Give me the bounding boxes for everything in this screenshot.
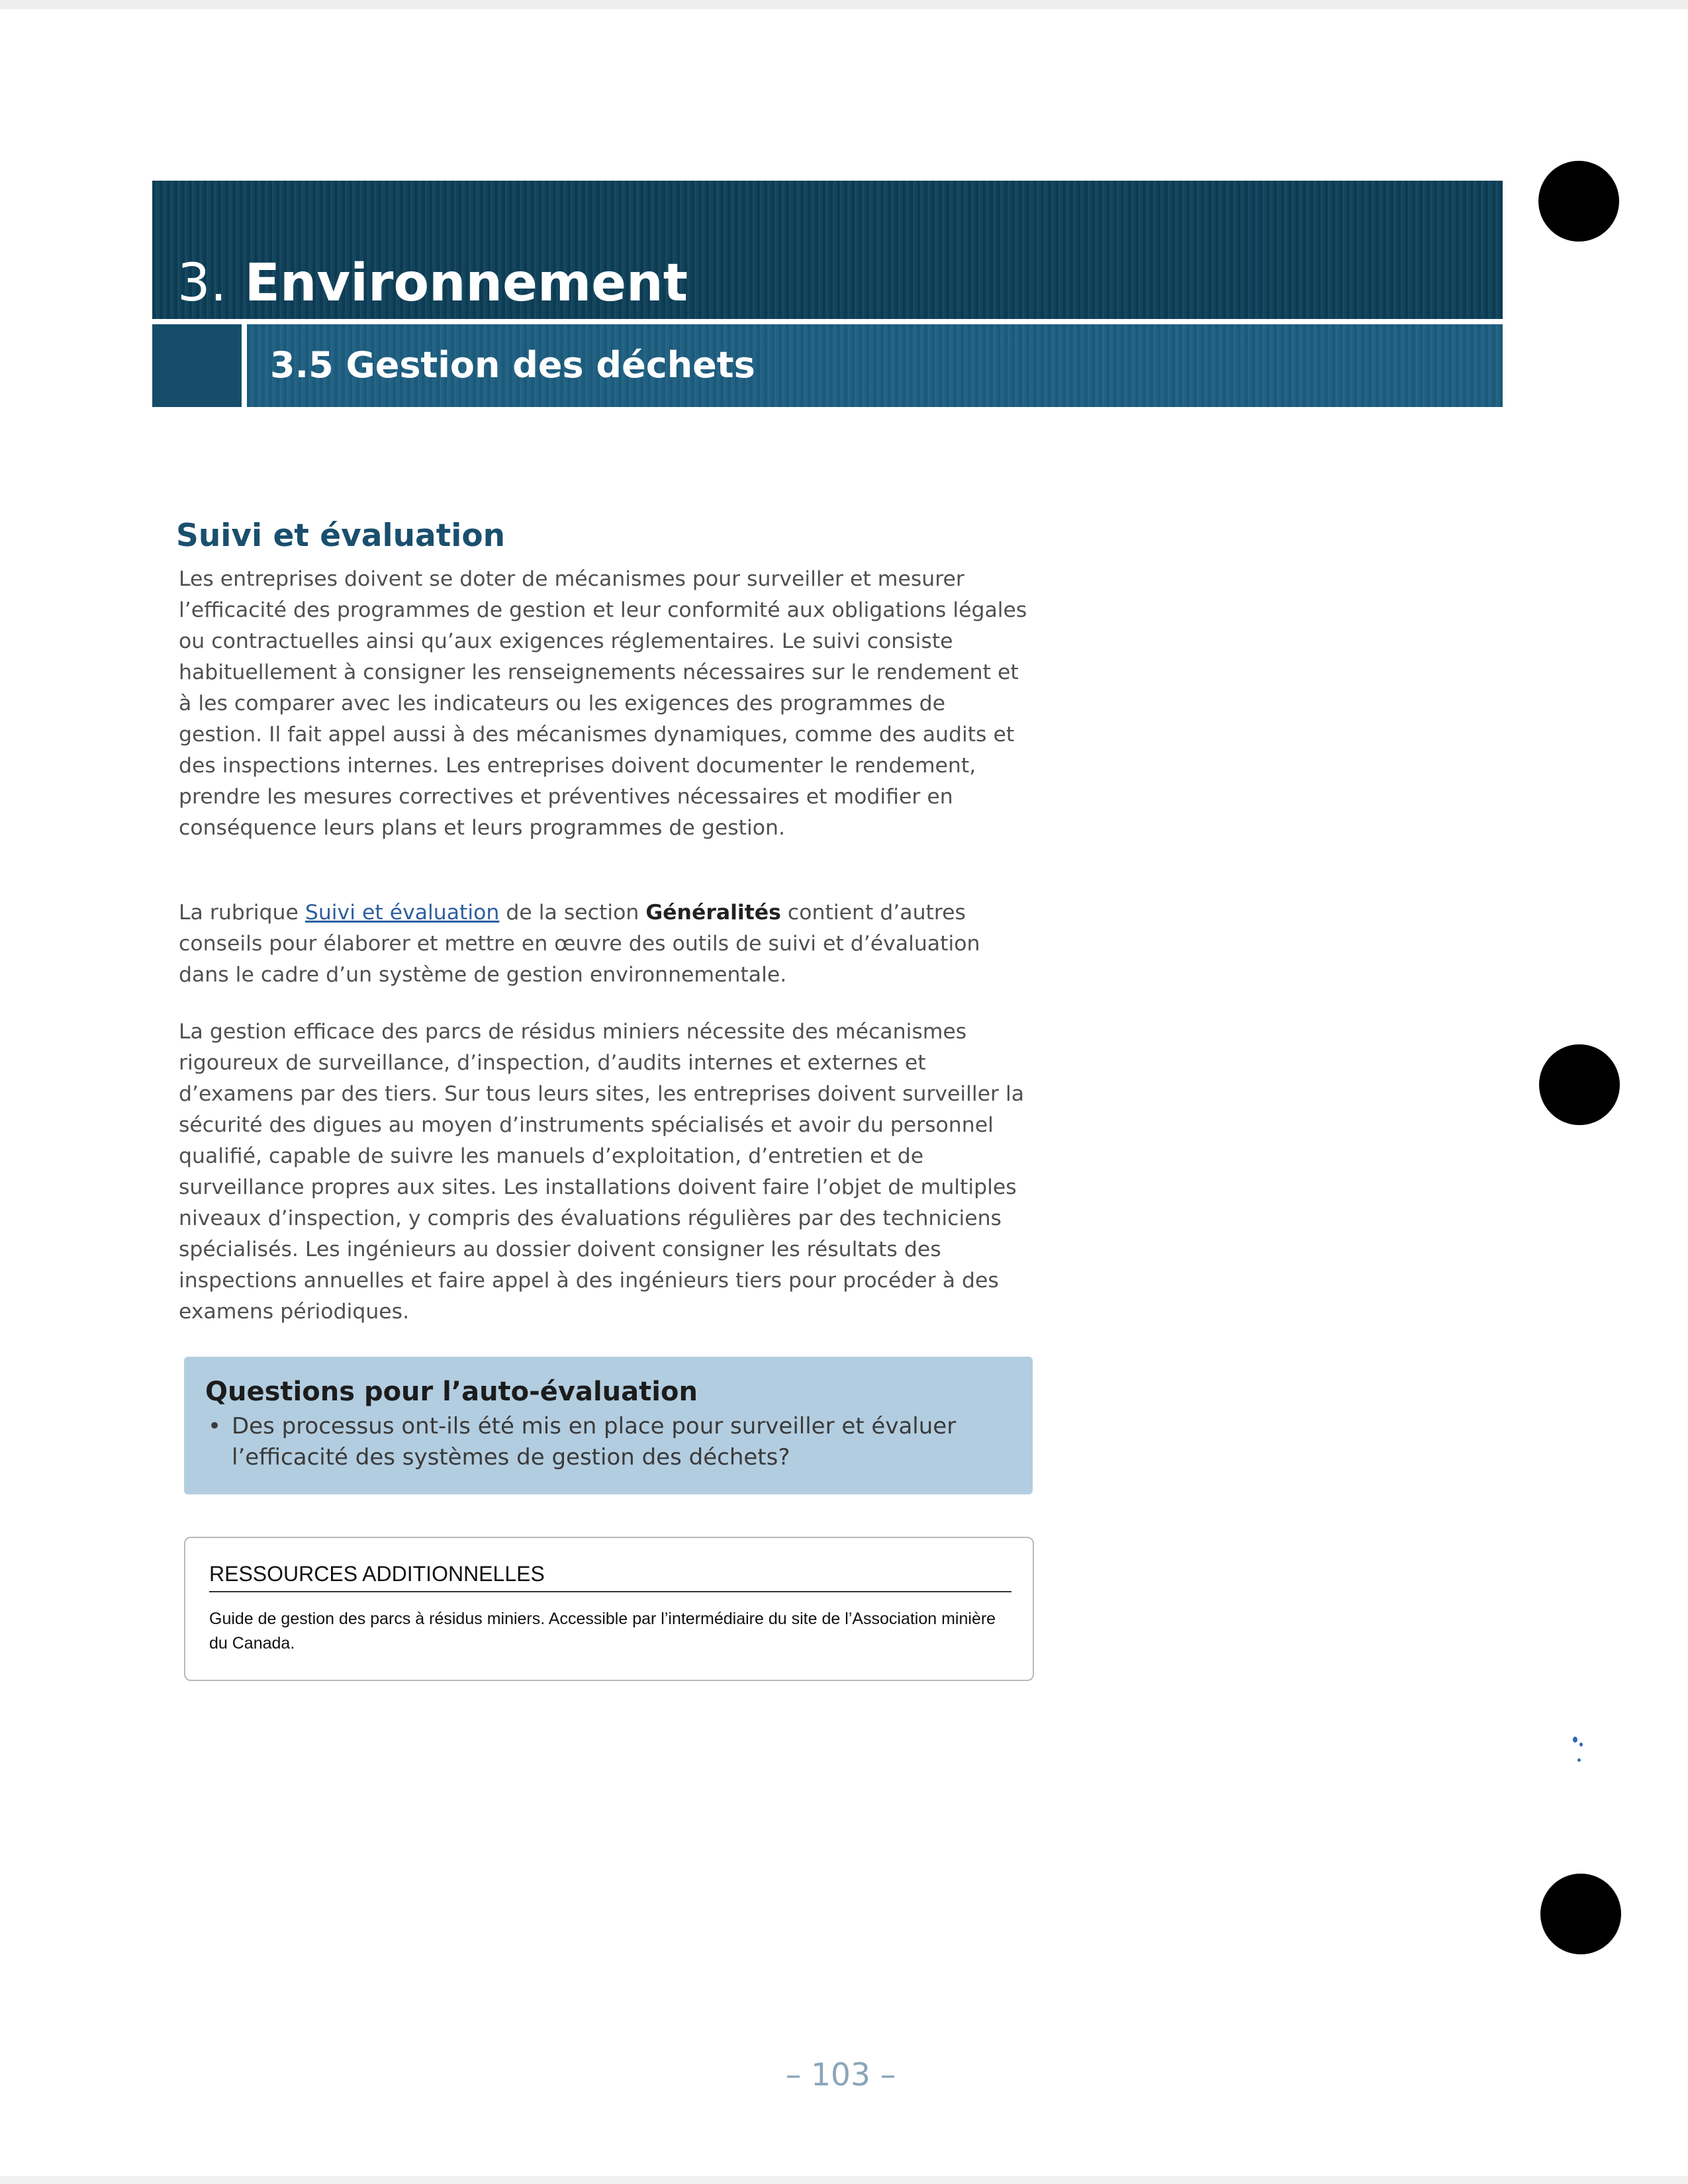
body-paragraph: Les entreprises doivent se doter de mécanismes pour surveiller et mesurer l’efficacité des programmes de gestion et leur conformité aux obligations légales ou contractuelles ainsi qu’aux exigences réglementaires. Le suivi consiste habituellement à consigner les renseignements nécessaires sur le rendement et à les comparer avec les indicateurs ou les exigences des programmes de gestion. Il fait appel aussi à des mécanismes dynamiques, comme des audits et des inspections internes. Les entreprises doivent documenter le rendement, prendre les mesures correctives et préventives nécessaires et modifier en conséquence leurs plans et leurs programmes de gestion. xyxy=(179,567,1027,840)
chapter-title-text: Environnement xyxy=(244,253,688,313)
binder-hole-icon xyxy=(1538,161,1619,242)
binder-hole-icon xyxy=(1539,1044,1620,1125)
section-heading: Suivi et évaluation xyxy=(176,518,506,554)
additional-resources-box xyxy=(184,1537,1034,1681)
generalites-emphasis: Généralités xyxy=(645,901,781,925)
self-assessment-list xyxy=(208,1411,993,1473)
paragraph-text: contient d’autres conseils pour élaborer et mettre en œuvre des outils de suivi et d’évaluation dans le cadre d’un système de gestion environnementale. xyxy=(179,901,980,987)
chapter-number: 3. xyxy=(177,253,227,313)
resources-text: Guide de gestion des parcs à résidus miniers. Accessible par l’intermédiaire du site de l’Association minière du Canada. xyxy=(209,1610,996,1653)
paragraph-text: La rubrique xyxy=(179,901,305,925)
body-paragraph: La gestion efficace des parcs de résidus miniers nécessite des mécanismes rigoureux de surveillance, d’inspection, d’audits internes et externes et d’examens par des tiers. Sur tous leurs sites, les entreprises doivent surveiller la sécurité des digues au moyen d’instruments spécialisés et avoir du personnel qualifié, capable de suivre les manuels d’exploitation, d’entretien et de surveillance propres aux sites. Les installations doivent faire l’objet de multiples niveaux d’inspection, y compris des évaluations régulières par des techniciens spécialisés. Les ingénieurs au dossier doivent consigner les résultats des inspections annuelles et faire appel à des ingénieurs tiers pour procéder à des examens périodiques. xyxy=(179,1020,1025,1324)
chapter-title xyxy=(177,253,688,313)
page-number: – 103 – xyxy=(785,2057,896,2093)
section-title: 3.5 Gestion des déchets xyxy=(270,344,755,386)
resources-divider xyxy=(209,1591,1011,1592)
section-header-gap xyxy=(242,324,247,407)
self-assessment-box xyxy=(184,1357,1033,1494)
scan-speck xyxy=(1573,1737,1577,1743)
scan-speck xyxy=(1577,1758,1581,1762)
scan-edge-bottom xyxy=(0,2176,1688,2184)
header-divider xyxy=(152,319,1503,324)
section-header-bar xyxy=(152,324,1503,407)
suivi-evaluation-link[interactable]: Suivi et évaluation xyxy=(305,901,500,925)
body-paragraph-with-link xyxy=(179,897,1029,991)
question-text: Des processus ont-ils été mis en place pour surveiller et évaluer l’efficacité des systèmes de gestion des déchets? xyxy=(232,1413,957,1471)
paragraph-text: de la section xyxy=(499,901,646,925)
binder-hole-icon xyxy=(1540,1874,1621,1954)
chapter-header-bar xyxy=(152,181,1503,323)
resources-title: RESSOURCES ADDITIONNELLES xyxy=(209,1562,545,1586)
scan-speck xyxy=(1579,1743,1583,1747)
bullet-icon: • xyxy=(208,1413,222,1439)
self-assessment-title: Questions pour l’auto-évaluation xyxy=(205,1377,698,1407)
list-item xyxy=(208,1411,993,1473)
section-header-stub xyxy=(152,324,242,407)
scan-edge-top xyxy=(0,0,1688,9)
